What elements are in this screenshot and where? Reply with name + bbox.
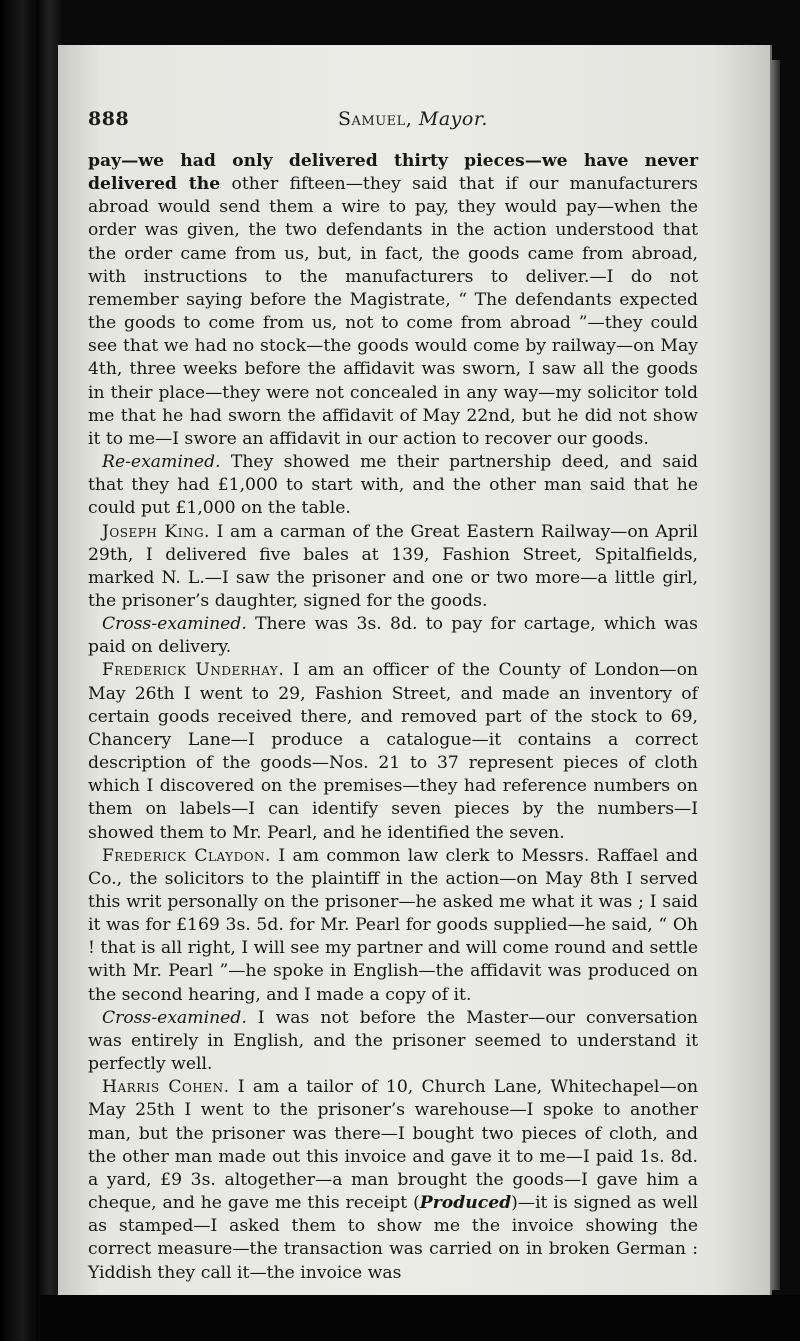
witness-name: Harris Cohen. <box>102 1077 230 1098</box>
paragraph-text: )—it is signed as well as stamped—I asked them to show me the invoice showing the correct measure—the transaction was carried on in broken German : Yiddish they call it—the invoice was <box>88 1193 698 1283</box>
body-text <box>88 150 698 1285</box>
witness-name: Frederick Underhay. <box>102 660 285 681</box>
paragraph-testimony-continued <box>88 150 698 451</box>
paragraph-cross-examined-king <box>88 613 698 659</box>
paragraph-joseph-king <box>88 521 698 614</box>
paragraph-re-examined <box>88 451 698 520</box>
scan-background <box>40 1295 800 1341</box>
paragraph-text: I am common law clerk to Messrs. Raffael and Co., the solicitors to the plaintiff in the action—on May 8th I served this writ personally on the prisoner—he asked me what it was ; I said it was for £169 3s. 5d. for Mr. Pearl for goods supplied—he said, “ Oh ! that is all right, I will see my partner and will come round and settle with Mr. Pearl ”—he spoke in English—the affidavit was produced on the second hearing, and I made a copy of it. <box>88 845 698 1005</box>
paragraph-frederick-claydon <box>88 845 698 1007</box>
paragraph-frederick-underhay <box>88 659 698 844</box>
paragraph-text: I was not before the Master—our conversation was entirely in English, and the prisoner seemed to understand it perfectly well. <box>88 1007 698 1075</box>
page-header <box>88 108 698 134</box>
running-head <box>338 108 488 130</box>
running-head-name: Samuel, <box>338 108 413 130</box>
page-number: 888 <box>88 108 130 130</box>
witness-name: Frederick Claydon. <box>102 845 272 866</box>
paragraph-text: They showed me their partnership deed, and said that they had £1,000 to start with, and the other man said that he could put £1,000 on the table. <box>88 452 699 519</box>
paragraph-text: other fifteen—they said that if our manufacturers abroad would send them a wire to pay, they would pay—when the order was given, the two defendants in the action understood that the order came from us, but, in fact, the goods came from abroad, with instructions to the manufacturers to deliver.—I do not remember saying before the Magistrate, “ The defendants expected the goods to come from us, not to come from abroad ”—they could see that we had no stock—the goods would come by railway—on May 4th, three weeks before the affidavit was sworn, I saw all the goods in their place—they were not concealed in any way—my solicitor told me that he had sworn the affidavit of May 22nd, but he did not show it to me—I swore an affidavit in our action to recover our goods. <box>88 174 698 449</box>
examination-label: Cross-examined. <box>102 1007 247 1028</box>
opening-line: pay—we had only delivered thirty pieces—we have never delivered the <box>88 151 698 195</box>
paragraph-text: I am a tailor of 10, Church Lane, Whitechapel—on May 25th I went to the prisoner’s warehouse—I spoke to another man, but the prisoner was there—I bought two pieces of cloth, and the other man made out this invoice and gave it to me—I paid 1s. 8d. a yard, £9 3s. altogether—a man brought the goods—I gave him a cheque, and he gave me this receipt ( <box>88 1077 699 1214</box>
paragraph-text: There was 3s. 8d. to pay for cartage, which was paid on delivery. <box>88 614 698 658</box>
witness-name: Joseph King. <box>102 521 210 542</box>
examination-label: Re-examined. <box>102 452 221 473</box>
paragraph-text: I am a carman of the Great Eastern Railway—on April 29th, I delivered five bales at 139, Fashion Street, Spitalfields, marked N. L.—I saw the prisoner and one or two more—a little girl, the prisoner’s daughter, signed for the goods. <box>88 521 699 611</box>
page-edge <box>770 60 780 1290</box>
paragraph-harris-cohen <box>88 1076 698 1284</box>
paragraph-cross-examined-claydon <box>88 1007 698 1076</box>
paragraph-text: I am an officer of the County of London—on May 26th I went to 29, Fashion Street, and made an inventory of certain goods received there, and removed part of the stock to 69, Chancery Lane—I produce a catalogue—it contains a correct description of the goods—Nos. 21 to 37 represent pieces of cloth which I discovered on the premises—they had reference numbers on them on labels—I can identify seven pieces by the numbers—I showed them to Mr. Pearl, and he identified the seven. <box>88 660 699 843</box>
book-spine <box>0 0 62 1341</box>
examination-label: Cross-examined. <box>102 614 247 635</box>
running-head-title: Mayor. <box>418 108 488 130</box>
produced-label: Produced <box>419 1193 512 1214</box>
